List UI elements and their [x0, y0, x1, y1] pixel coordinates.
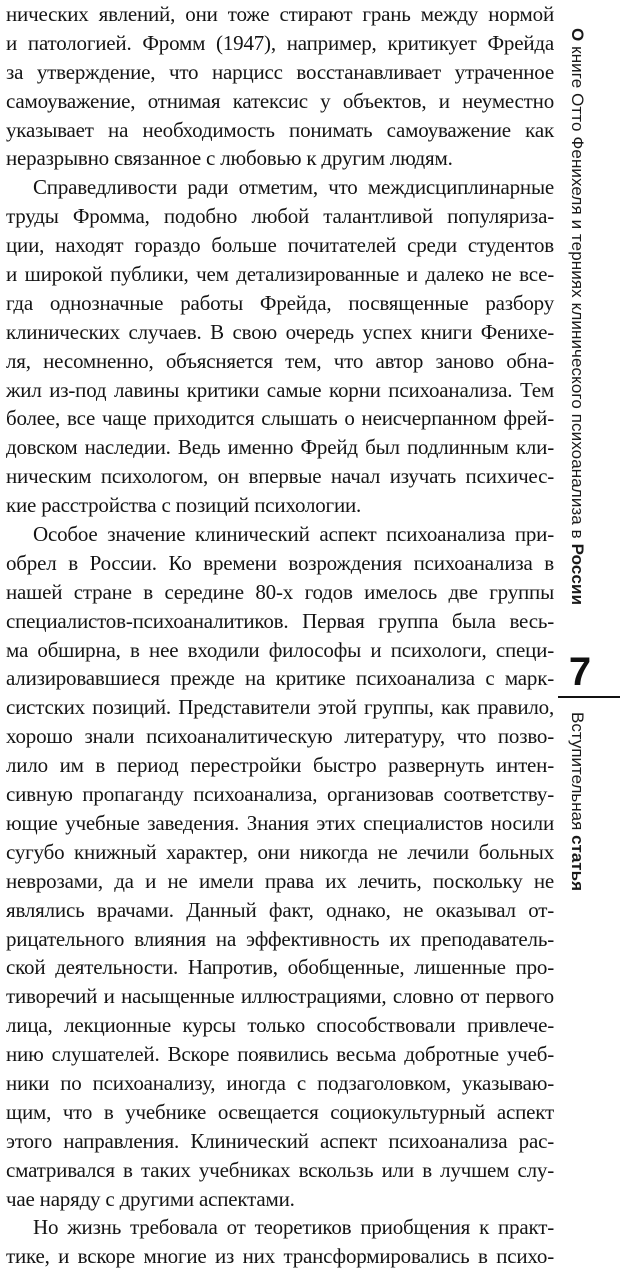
- text-line: указывает на необходимость понимать самоуважение как: [6, 117, 554, 142]
- text-line: хорошо знали психоаналитическую литературу, что позво-: [6, 724, 554, 749]
- page-number: 7: [568, 650, 592, 694]
- text-line: Особое значение клинический аспект психоанализа при-: [33, 522, 554, 547]
- text-line: сматривался в таких учебниках вскользь или в лучшем слу-: [6, 1157, 554, 1182]
- text-line: сивную пропаганду психоанализа, организовав соответству-: [6, 782, 554, 807]
- text-line: и патологией. Фромм (1947), например, критикует Фрейда: [6, 30, 554, 55]
- text-line: неразрывно связанное с любовью к другим людям.: [6, 146, 453, 171]
- text-line: и широкой публики, чем детализированные и далеко не все-: [6, 262, 554, 287]
- text-line: лица, лекционные курсы только способствовали привлече-: [6, 1013, 554, 1038]
- text-line: тике, и вскоре многие из них трансформировались в психо-: [6, 1244, 554, 1269]
- section-head: [567, 712, 587, 891]
- text-line: довском наследии. Ведь именно Фрейд был подлинным кли-: [6, 435, 554, 460]
- text-line: чае наряду с другими аспектами.: [6, 1186, 295, 1211]
- body-text: [6, 0, 554, 1271]
- text-line: ской деятельности. Напротив, обобщенные, лишенные про-: [6, 955, 554, 980]
- text-line: ализировавшиеся прежде на критике психоанализа с марк-: [6, 666, 554, 691]
- text-line: нических явлений, они тоже стирают грань между нормой: [6, 2, 554, 26]
- text-line: Но жизнь требовала от теоретиков приобщения к практ-: [33, 1215, 554, 1240]
- section-head-regular: Вступительная: [568, 712, 587, 836]
- text-line: сугубо книжный характер, они никогда не лечили больных: [6, 839, 554, 864]
- text-line: специалистов-психоаналитиков. Первая группа была весь-: [6, 608, 554, 633]
- text-line: ники по психоанализу, иногда с подзаголовком, указываю-: [6, 1070, 554, 1095]
- text-line: нашей стране в середине 80-х годов имелось две группы: [6, 579, 554, 604]
- text-line: ции, находят гораздо больше почитателей среди студентов: [6, 233, 554, 258]
- text-line: лило им в период перестройки быстро развернуть интен-: [6, 753, 554, 778]
- running-head-middle: книге Отто Фенихеля и терниях клинического психоанализа в: [568, 41, 587, 544]
- text-line: нию слушателей. Вскоре появились весьма добротные учеб-: [6, 1042, 554, 1067]
- text-line: жил из-под лавины критики самые корни психоанализа. Тем: [6, 377, 554, 402]
- text-line: более, все чаще приходится слышать о неисчерпанном фрей-: [6, 406, 554, 431]
- text-line: тиворечий и насыщенные иллюстрациями, словно от первого: [6, 984, 554, 1009]
- text-line: труды Фромма, подобно любой талантливой популяриза-: [6, 204, 554, 229]
- section-head-bold: статья: [568, 835, 587, 891]
- text-line: за утверждение, что нарцисс восстанавливает утраченное: [6, 59, 554, 84]
- text-line: Справедливости ради отметим, что междисциплинарные: [33, 175, 554, 200]
- text-line: рицательного влияния на эффективность их преподаватель-: [6, 926, 554, 951]
- text-line: ническим психологом, он впервые начал изучать психичес-: [6, 464, 554, 489]
- text-line: кие расстройства с позиций психологии.: [6, 493, 362, 518]
- text-line: самоуважение, отнимая катексис у объектов, и неуместно: [6, 88, 554, 113]
- text-line: этого направления. Клинический аспект психоанализа рас-: [6, 1128, 554, 1153]
- running-head-end: России: [568, 543, 587, 606]
- text-line: ля, несомненно, объясняется тем, что автор заново обна-: [6, 348, 554, 373]
- text-line: неврозами, да и не имели права их лечить, поскольку не: [6, 868, 554, 893]
- text-line: щим, что в учебнике освещается социокультурный аспект: [6, 1099, 554, 1124]
- page-number-rule: [558, 696, 620, 698]
- text-line: гда однозначные работы Фрейда, посвященные разбору: [6, 290, 554, 315]
- running-head: [567, 28, 587, 605]
- text-line: ющие учебные заведения. Знания этих специалистов носили: [6, 810, 554, 835]
- margin-band: [556, 0, 620, 1038]
- text-line: систских позиций. Представители этой группы, как правило,: [6, 695, 554, 720]
- running-head-initial: О: [568, 28, 587, 42]
- text-line: клинических случаев. В свою очередь успех книги Фенихе-: [6, 319, 554, 344]
- text-line: ма обширна, в нее входили философы и психологи, специ-: [6, 637, 554, 662]
- text-line: являлись врачами. Данный факт, однако, не оказывал от-: [6, 897, 554, 922]
- text-line: обрел в России. Ко времени возрождения психоанализа в: [6, 550, 554, 575]
